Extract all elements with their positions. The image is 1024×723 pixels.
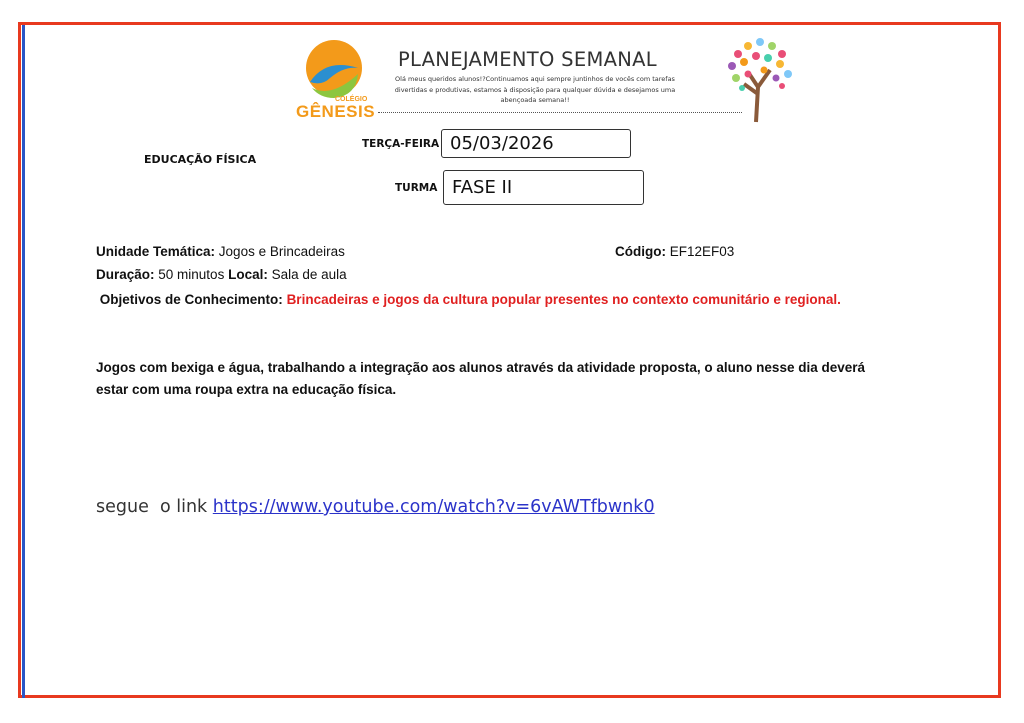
date-field: 05/03/2026 — [441, 129, 631, 158]
page-title: PLANEJAMENTO SEMANAL — [398, 48, 657, 71]
title-divider — [378, 112, 742, 113]
thematic-unit-value: Jogos e Brincadeiras — [218, 244, 345, 259]
youtube-link[interactable]: https://www.youtube.com/watch?v=6vAWTfbwnk0 — [212, 497, 655, 517]
logo-wordmark: GÊNESIS — [296, 102, 376, 121]
link-line — [96, 497, 655, 517]
duration-value: 50 minutos — [158, 267, 225, 282]
code-value: EF12EF03 — [669, 244, 735, 259]
link-prefix: segue o link — [96, 497, 208, 517]
left-accent-line — [22, 25, 25, 698]
class-label: TURMA — [395, 182, 438, 194]
code-line — [615, 244, 734, 259]
tree-icon — [718, 32, 798, 124]
duration-label: Duração: — [96, 267, 155, 282]
objectives-value: Brincadeiras e jogos da cultura popular presentes no contexto comunitário e regional. — [286, 292, 841, 307]
location-label: Local: — [228, 267, 268, 282]
subject-label: EDUCAÇÃO FÍSICA — [144, 153, 257, 166]
page-subtitle: Olá meus queridos alunos!?Continuamos aqui sempre juntinhos de vocês com tarefas divertidas e produtivas, estamos à disposição para qualquer dúvida e desejamos uma abençoada semana!! — [394, 75, 676, 104]
day-label: TERÇA-FEIRA — [362, 138, 440, 150]
objectives-line — [96, 289, 856, 311]
logo-caption: COLÉGIO — [335, 96, 368, 103]
class-field: FASE II — [443, 170, 644, 205]
thematic-unit-label: Unidade Temática: — [96, 244, 216, 259]
thematic-unit-line — [96, 244, 345, 259]
activity-description: Jogos com bexiga e água, trabalhando a integração aos alunos através da atividade proposta, o aluno nesse dia deverá estar com uma roupa extra na educação física. — [96, 360, 865, 397]
duration-line — [96, 267, 347, 282]
location-value: Sala de aula — [271, 267, 347, 282]
code-label: Código: — [615, 244, 666, 259]
objectives-label: Objetivos de Conhecimento: — [99, 292, 283, 307]
